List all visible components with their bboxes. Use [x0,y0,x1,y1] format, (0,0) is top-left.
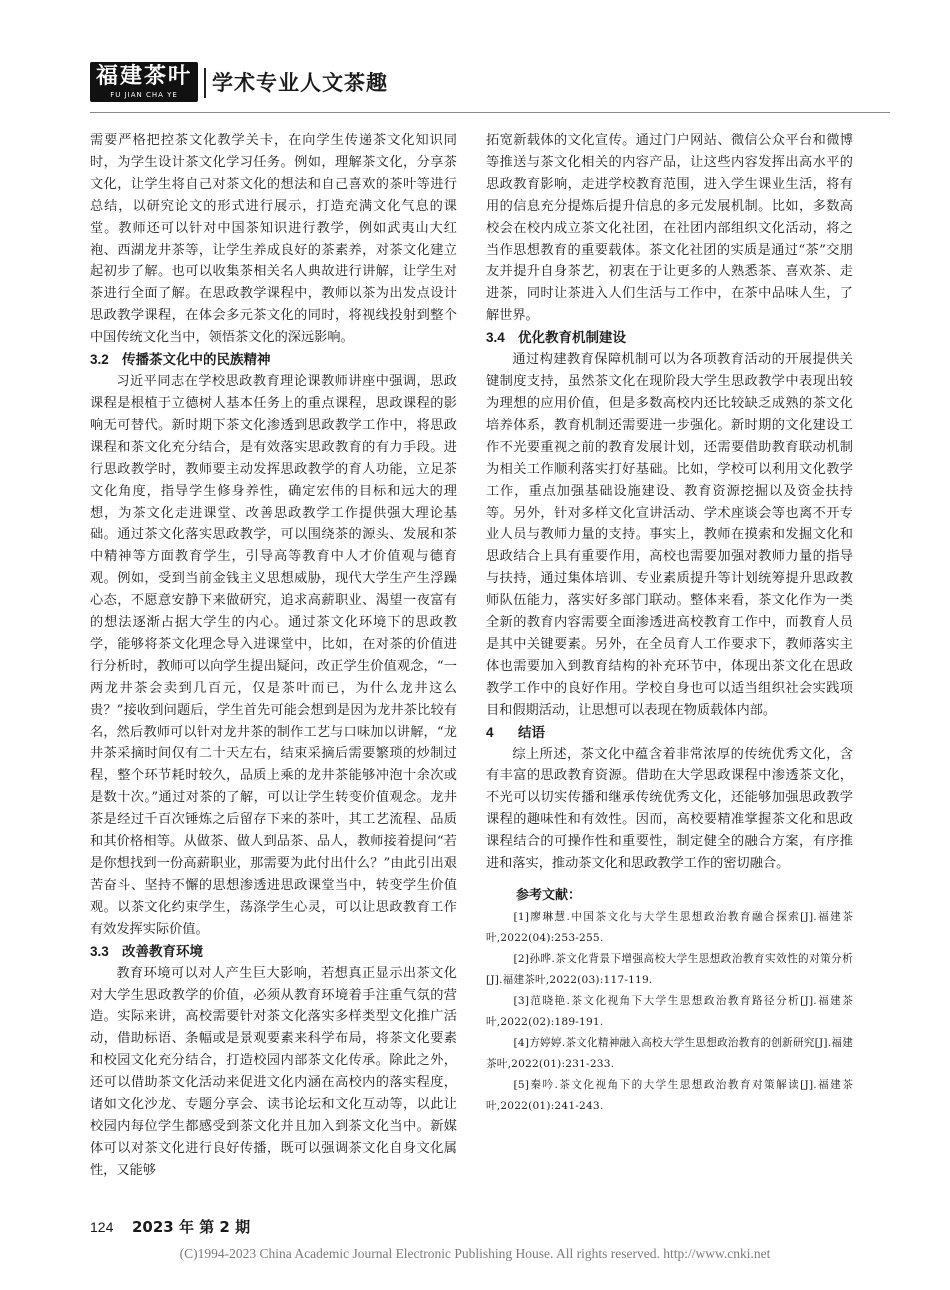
issue-label: 2023 年 第 2 期 [132,1218,251,1236]
paragraph: 拓宽新载体的文化宣传。通过门户网站、微信公众平台和微博等推送与茶文化相关的内容产品，让这些内容发挥出高水平的思政教育影响，走进学校教育范围，进入学生课业生活，将有用的信息充分提炼后提升信息的多元发展机制。比如，多数高校会在校内成立茶文化社团，在社团内部组织文化活动，将之当作思想教育的重要载体。茶文化社团的实质是通过“茶”交朋友并提升自身茶艺，初衷在于让更多的人熟悉茶、喜欢茶、走进茶，同时让茶进入人们生活与工作中，在茶中品味人生，了解世界。 [486,133,853,324]
section-title: 优化教育机制建设 [518,330,626,346]
logo-title: 福建茶叶 [95,64,192,89]
section-title: 结语 [518,724,545,740]
section-heading-3-3 [90,941,457,963]
right-column [486,130,853,1117]
reference-item: [1]廖琳慧.中国茶文化与大学生思想政治教育融合探索[J].福建茶叶,2022(04):253-255. [486,911,853,944]
section-title: 传播茶文化中的民族精神 [122,352,271,368]
paragraph: 教育环境可以对人产生巨大影响，若想真正显示出茶文化对大学生思政教学的价值，必须从教育环境着手注重气氛的营造。实际来讲，高校需要针对茶文化落实多样类型文化推广活动，借助标语、条幅或是景观要素来科学布局，将茶文化要素和校园文化充分结合，打造校园内部茶文化传承。除此之外，还可以借助茶文化活动来促进文化内涵在高校内的落实程度，诸如文化沙龙、专题分享会、读书论坛和文化互动等，以此让校园内每位学生都感受到茶文化并且加入到茶文化当中。新媒体可以对茶文化进行良好传播，既可以强调茶文化自身文化属性，又能够 [90,965,457,1178]
section-title: 改善教育环境 [122,943,203,959]
reference-item: [3]范晓艳.茶文化视角下大学生思想政治教育路径分析[J].福建茶叶,2022(02):189-191. [486,995,853,1028]
reference-item: [4]方婷婷.茶文化精神融入高校大学生思想政治教育的创新研究[J].福建茶叶,2022(01):231-233. [486,1037,853,1070]
paragraph: 习近平同志在学校思政教育理论课教师讲座中强调，思政课程是根植于立德树人基本任务上的重点课程，思政课程的影响无可替代。新时期下茶文化渗透到思政教学工作中，将思政课程和茶文化充分结合，是有效落实思政教育的有力手段。进行思政教学时，教师要主动发挥思政教学的育人功能，立足茶文化角度，指导学生修身养性，确定宏伟的目标和远大的理想，为茶文化走进课堂、改善思政教学工作提供强大理论基础。通过茶文化落实思政教学，可以围绕茶的源头、发展和茶中精神等方面教育学生，引导高等教育中人才价值观与德育观。例如，受到当前金钱主义思想威胁，现代大学生产生浮躁心态，不愿意安静下来做研究，追求高薪职业、渴望一夜富有的想法逐渐占据大学生的内心。通过茶文化环境下的思政教学，能够将茶文化理念导入进课堂中，比如，在对茶的价值进行分析时，教师可以向学生提出疑问，改正学生价值观念，“一两龙井茶会卖到几百元，仅是茶叶而已，为什么龙井这么贵？”接收到问题后，学生首先可能会想到是因为龙井茶比较有名，然后教师可以针对龙井茶的制作工艺与口味加以讲解，“龙井茶采摘时间仅有二十天左右，结束采摘后需要繁琐的炒制过程，整个环节耗时较久，品质上乘的龙井茶能够冲泡十余次或是数十次。”通过对茶的了解，可以让学生转变价值观念。龙井茶是经过千百次锤炼之后留存下来的茶叶，其工艺流程、品质和其价格相等。从做茶、做人到品茶、品人，教师接着提问“若是你想找到一份高薪职业，那需要为此付出什么？”由此引出艰苦奋斗、坚持不懈的思想渗透进思政课堂当中，转变学生价值观。以茶文化约束学生，荡涤学生心灵，可以让思政教育工作有效发挥实际价值。 [90,374,457,937]
section-heading-4 [486,722,853,744]
header-rule [90,112,890,113]
section-number: 4 [486,724,494,740]
page-number: 124 [90,1219,114,1235]
left-column [90,130,457,1182]
section-number: 3.3 [90,943,109,959]
section-heading-3-2 [90,349,457,371]
section-heading-3-4 [486,327,853,349]
reference-item: [2]孙晔.茶文化背景下增强高校大学生思想政治教育实效性的对策分析[J].福建茶叶,2022(03):117-119. [486,953,853,986]
paragraph: 需要严格把控茶文化教学关卡，在向学生传递茶文化知识同时，为学生设计茶文化学习任务。例如，理解茶文化，分享茶文化，让学生将自己对茶文化的想法和自己喜欢的茶叶等进行总结，以研究论文的形式进行展示，打造充满文化气息的课堂。教师还可以针对中国茶知识进行教学，例如武夷山大红袍、西湖龙井茶等，让学生养成良好的茶素养，对茶文化建立起初步了解。也可以收集茶相关名人典故进行讲解，让学生对茶进行全面了解。在思政教学课程中，教师以茶为出发点设计思政教学课程，在体会多元茶文化的同时，将视线投射到整个中国传统文化当中，领悟茶文化的深远影响。 [90,133,457,346]
copyright-notice: (C)1994-2023 China Academic Journal Electronic Publishing House. All rights reserved. http://www.cnki.net [179,1246,771,1261]
page-header [90,60,890,106]
journal-logo [90,62,198,102]
paragraph: 通过构建教育保障机制可以为各项教育活动的开展提供关键制度支持，虽然茶文化在现阶段大学生思政教学中表现出较为理想的应用价值，但是多数高校内还比较缺乏成熟的茶文化培养体系，教育机制还需要进一步强化。新时期的文化建设工作不光要重视之前的教育发展计划，还需要借助教育联动机制为相关工作顺利落实打好基础。比如，学校可以利用文化教学工作，重点加强基础设施建设、教育资源挖掘以及资金扶持等。另外，针对多样文化宣讲活动、学术座谈会等也离不开专业人员与教师力量的支持。事实上，教师在摸索和发掘文化和思政结合上具有重要作用，高校也需要加强对教师力量的指导与扶持，通过集体培训、专业素质提升等计划统筹提升思政教师队伍能力，落实好多部门联动。整体来看，茶文化作为一类全新的教育内容需要全面渗透进高校教育工作中，而教育人员是其中关键要素。另外，在全员育人工作要求下，教师落实主体也需要加入到教育结构的补充环节中，体现出茶文化在思政教学工作中的良好作用。学校自身也可以适当组织社会实践项目和假期活动，让思想可以表现在物质载体内部。 [486,352,853,718]
paragraph: 综上所述，茶文化中蕴含着非常浓厚的传统优秀文化，含有丰富的思政教育资源。借助在大学思政课程中渗透茶文化，不光可以切实传播和继承传统优秀文化，还能够加强思政教学课程的趣味性和有效性。因而，高校要精准掌握茶文化和思政课程结合的可操作性和重要性，制定健全的融合方案，有序推进和落实，推动茶文化和思政教学工作的密切融合。 [486,746,853,872]
section-number: 3.2 [90,352,109,368]
section-number: 3.4 [486,330,505,346]
references-title: 参考文献： [516,888,582,903]
logo-subtitle: FU JIAN CHA YE [110,91,178,99]
journal-tagline: 学术专业人文茶趣 [212,71,388,95]
reference-item: [5]秦吟.茶文化视角下的大学生思想政治教育对策解读[J].福建茶叶,2022(01):241-243. [486,1079,853,1112]
header-divider [204,68,206,98]
